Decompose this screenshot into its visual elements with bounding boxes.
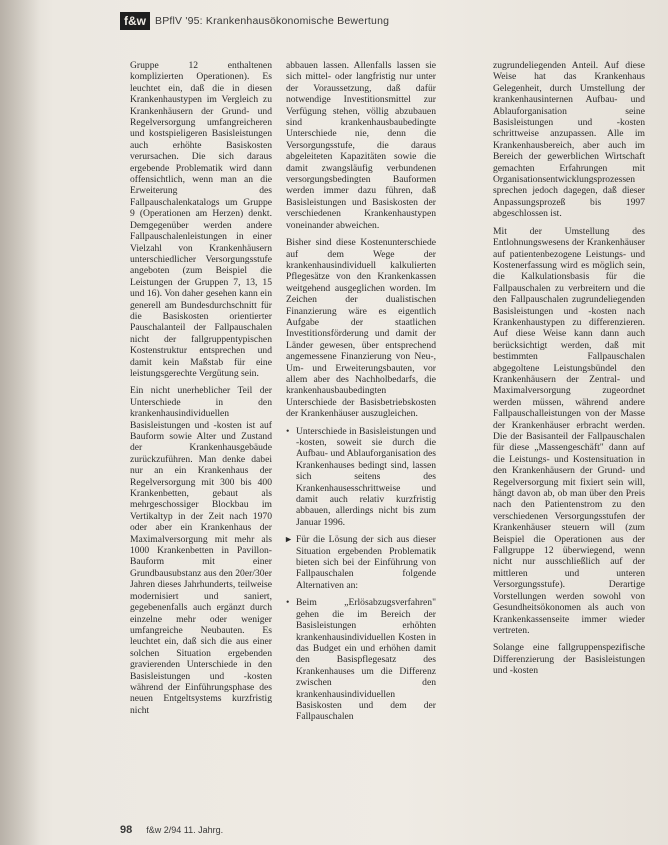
- journal-logo: f&w: [120, 12, 150, 30]
- bullet-text: Für die Lösung der sich aus dieser Situation ergebenden Problematik bieten sich bei der Einführung von Fallpauschalen folgende Alternativen an:: [296, 534, 436, 591]
- journal-citation: f&w 2/94 11. Jahrg.: [146, 825, 224, 835]
- binding-shadow: [0, 0, 40, 845]
- running-head: BPflV '95: Krankenhausökonomische Bewertung: [155, 15, 390, 27]
- bullet-text: Unterschiede in Basisleistungen und -kosten, soweit sie durch die Aufbau- und Ablauforganisation des Krankenhauses bedingt sind, lassen sich seitens des Krankenhausesschrittweise und damit auch relativ kurzfristig abbauen, allerdings nicht bis zum Januar 1996.: [296, 425, 436, 528]
- page-number: 98: [120, 824, 133, 836]
- bullet-icon: •: [286, 425, 290, 437]
- bullet-text: Beim „Erlösabzugsverfahren" gehen die im Bereich der Basisleistungen erhöhten krankenhausindividuellen Kosten in das Budget ein und erhöhen damit den Basispflegesatz des Krankenhauses um die Differenz zwischen den krankenhausindividuellen Basiskosten und dem der Fallpauschalen: [296, 597, 436, 723]
- bullet-item: [286, 534, 436, 591]
- page-header: [120, 10, 389, 32]
- paragraph: Bisher sind diese Kostenunterschiede auf dem Wege der krankenhausindividuell kalkulierten Pflegesätze von den Krankenkassen weitgehend ausgeglichen worden. Im Zeichen der dualistischen Finanzierung wäre es eigentlich Aufgabe der staatlichen Investitionsförderung und damit der Länder gewesen, über entsprechend angemessene Finanzierung von Neu-, Um- und Erweiterungsbauten, vor allem aber des Nachholbedarfs, die krankenhausbaubedingten Unterschiede der Basisbetriebskosten der Krankenhäuser auszugleichen.: [286, 237, 436, 420]
- bullet-item: [286, 426, 436, 529]
- text-column-3: [493, 60, 645, 683]
- text-column-2: [286, 60, 436, 729]
- paragraph: abbauen lassen. Allenfalls lassen sie sich mittel- oder langfristig nur unter der Voraussetzung, daß dafür notwendige Investitionsmittel zur Verfügung stehen, völlig abzubauen sind krankenhausbaubedingte Unterschiede nie, denn die Versorgungsstufe, die daraus abgeleiteten Kapazitäten sowie die damit zwangsläufig verbundenen versorgungsbedingten Bauformen werden immer dazu führen, daß Basisleistungen und Basiskosten der verschiedenen Krankenhaustypen voneinander abweichen.: [286, 60, 436, 231]
- paragraph: Ein nicht unerheblicher Teil der Unterschiede in den krankenhausindividuellen Basisleistungen und -kosten ist auf Bauform sowie Alter und Zustand der Krankenhausgebäude zurückzuführen. Man denke dabei nur an ein Krankenhaus der Regelversorgung mit 300 bis 400 Krankenbetten, gebaut als mehrgeschossiger Blockbau im Vertikaltyp in der Zeit nach 1970 oder aber ein Krankenhaus der Maximalversorgung mit mehr als 1000 Krankenbetten in Pavillon-Bauform mit einer Grundbausubstanz aus den 20er/30er Jahren dieses Jahrhunderts, teilweise modernisiert und saniert, gegebenenfalls auch ergänzt durch einzelne mehr oder weniger umfangreiche Neubauten. Es leuchtet ein, daß sich die aus einer solchen Situation ergebenden gravierenden Unterschiede in den Basisleistungen und -kosten während der Einführungsphase des neuen Entgeltsystems kurzfristig nicht: [130, 385, 272, 716]
- paragraph: Mit der Umstellung des Entlohnungswesens der Krankenhäuser auf patientenbezogene Leistungs- und Kostenerfassung wird es möglich sein, die Kalkulationsbasis für die Fallpauschalen zu verbreitern und die den Fallpauschalen zugrundeliegenden Basisleistungen und -kosten nach Krankenhaustypen zu differenzieren. Auf diese Weise kann dann auch berücksichtigt werden, daß mit bestimmten Fallpauschalen abgegoltene Leistungsbündel den Krankenhäusern der Zentral- und Maximalversorgung zugeordnet werden müssen, während andere Fallpauschalleistungen von der Masse der Krankenhäuser erbracht werden. Die der Basisanteil der Fallpauschalen für diese „Massengeschäft" dann auf die Leistungs- und Kostensituation in den Krankenhäusern der Grund- und Regelversorgung mit fixiert sein will, hängt davon ab, ob man über den Preis nach den Patientenstrom zu den verschiedenen Versorgungsstufen der Krankenhäuser steuern will (zum Beispiel die Operationen aus der Fallgruppe 12 überwiegend, wenn nicht nur ausschließlich auf der mittleren und unteren Versorgungsstufe). Derartige Vorstellungen werden sowohl von Gesundheitsökonomen als auch von Krankenkassenseite immer wieder vertreten.: [493, 225, 645, 636]
- paragraph: Solange eine fallgruppenspezifische Differenzierung der Basisleistungen und -kosten: [493, 642, 645, 677]
- bullet-icon: •: [286, 597, 290, 609]
- bullet-item: [286, 597, 436, 722]
- paragraph: zugrundeliegenden Anteil. Auf diese Weise hat das Krankenhaus Gelegenheit, durch Umstellung der krankenhausinternen Aufbau- und Ablauforganisation seine Basisleistungen und -kosten schrittweise anzupassen. Alle im Krankenhausbereich, aber auch im Bereich der gewerblichen Wirtschaft gemachten Erfahrungen mit Organisationsentwicklungsprozessen sprechen jedoch dagegen, daß dieser Anpassungsprozeß bis 1997 abgeschlossen ist.: [493, 60, 645, 220]
- text-column-1: [130, 60, 272, 722]
- page-footer: [120, 824, 223, 836]
- paragraph: Gruppe 12 enthaltenen komplizierten Operationen). Es leuchtet ein, daß die in diesen Krankenhaustypen im Vergleich zu Krankenhäusern der Grund- und Regelversorgung umfangreicheren und kostspieligeren Basisleistungen auch erhöhte Basiskosten verursachen. Die sich daraus ergebende Problematik wird dann offensichtlich, wenn man an die Erweiterung des Fallpauschalenkatalogs um Gruppe 9 (Operationen am Herzen) denkt. Demgegenüber werden andere Fallpauschalenleistungen in einer Vielzahl von Krankenhäusern unterschiedlicher Versorgungsstufe angeboten (zum Beispiel die Leistungen der Gruppen 7, 13, 15 und 16). Von daher gesehen kann ein generell am Bundesdurchschnitt für die Basiskosten orientierter Pauschalanteil der Fallpauschalen nicht der fallgruppentypischen Kostenstruktur entsprechen und damit kein Maßstab für eine leistungsgerechte Vergütung sein.: [130, 60, 272, 379]
- arrow-icon: ▸: [286, 534, 291, 546]
